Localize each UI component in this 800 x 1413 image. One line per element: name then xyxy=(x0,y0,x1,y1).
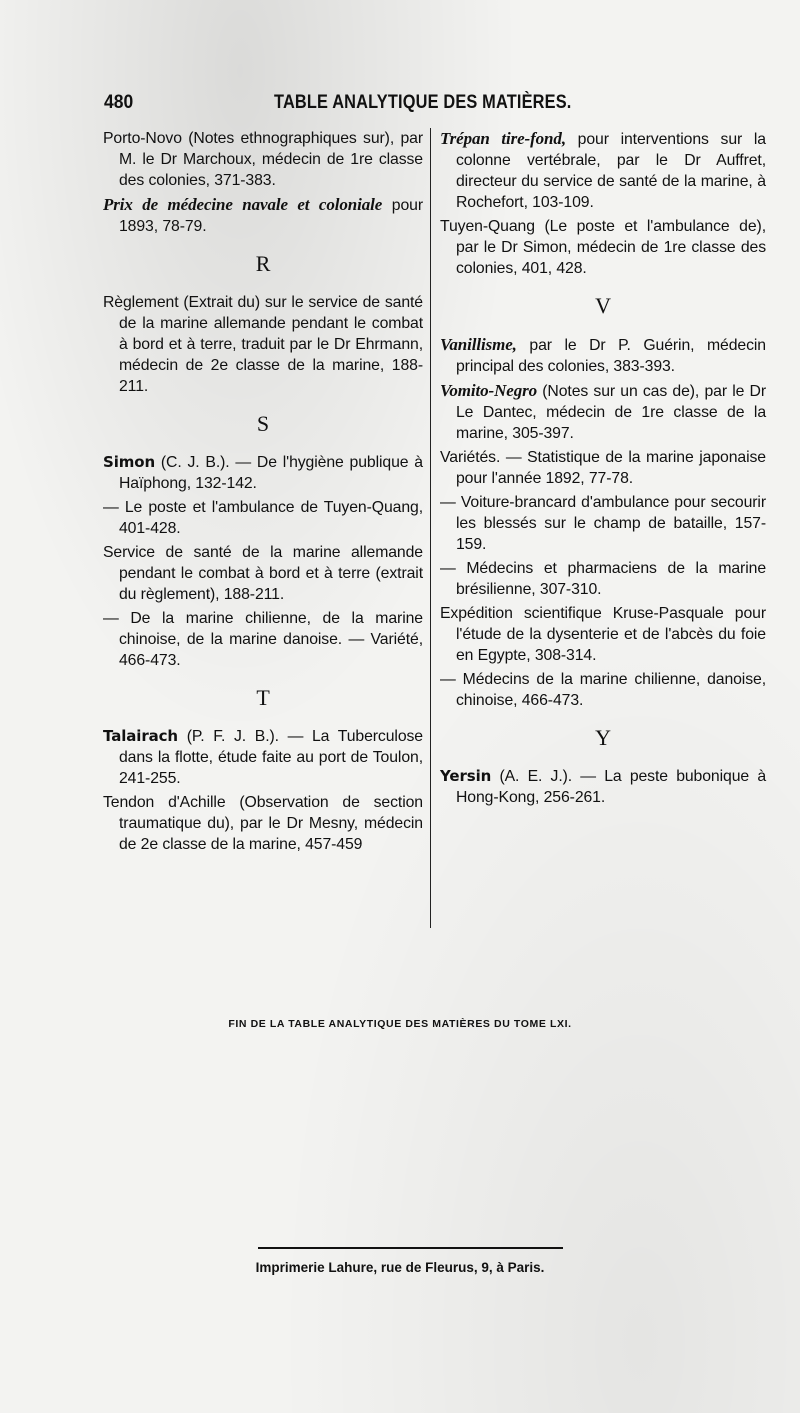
entry-text: Service de santé de la marine allemande pendant le combat à bord et à terre (extrait du règlement), 188-211. xyxy=(103,544,423,603)
entry-text: — Voiture-brancard d'ambulance pour secourir les blessés sur le champ de bataille, 157-159. xyxy=(440,494,766,553)
left-column xyxy=(103,128,423,858)
entry-heading: Vomito-Negro xyxy=(440,381,538,400)
end-of-table-note: FIN DE LA TABLE ANALYTIQUE DES MATIÈRES DU TOME LXI. xyxy=(228,1018,572,1030)
entry-text: (A. E. J.). — La peste bubonique à Hong-Kong, 256-261. xyxy=(456,768,766,806)
printer-imprint: Imprimerie Lahure, rue de Fleurus, 9, à Paris. xyxy=(255,1260,545,1275)
entry-text: Tuyen-Quang (Le poste et l'ambulance de), par le Dr Simon, médecin de 1re classe des colonies, 401, 428. xyxy=(440,218,766,277)
entry-heading: Yersin xyxy=(440,767,492,785)
index-entry xyxy=(103,497,423,539)
index-entry xyxy=(440,669,766,711)
entry-text: Expédition scientifique Kruse-Pasquale pour l'étude de la dysenterie et de l'abcès du foie en Egypte, 308-314. xyxy=(440,605,766,664)
entry-text: Règlement (Extrait du) sur le service de santé de la marine allemande pendant le combat à bord et à terre, traduit par le Dr Ehrmann, médecin de 2e classe de la marine, 188-211. xyxy=(103,294,423,395)
right-column xyxy=(440,128,766,811)
entry-text: (Notes sur un cas de), par le Dr Le Dantec, médecin de 1re classe de la marine, 305-397. xyxy=(456,383,766,442)
page-header xyxy=(104,92,600,118)
index-entry xyxy=(440,447,766,489)
column-divider xyxy=(430,128,431,928)
index-entry xyxy=(440,334,766,377)
entry-text: — Médecins et pharmaciens de la marine brésilienne, 307-310. xyxy=(440,560,766,598)
entry-text: — De la marine chilienne, de la marine chinoise, de la marine danoise. — Variété, 466-473. xyxy=(103,610,423,669)
index-entry xyxy=(440,492,766,555)
entry-heading: Simon xyxy=(103,453,156,471)
entry-text: Variétés. — Statistique de la marine japonaise pour l'année 1892, 77-78. xyxy=(440,449,766,487)
entry-heading: Trépan tire-fond, xyxy=(440,129,566,148)
index-entry xyxy=(440,128,766,213)
index-entry xyxy=(440,558,766,600)
index-entry xyxy=(103,726,423,789)
index-entry xyxy=(440,216,766,279)
footer-rule xyxy=(258,1247,563,1249)
entry-text: par le Dr P. Guérin, médecin principal des colonies, 383-393. xyxy=(456,337,766,375)
index-entry xyxy=(103,292,423,397)
entry-heading: Prix de médecine navale et coloniale xyxy=(103,195,383,214)
section-letter: R xyxy=(255,251,271,276)
section-letter: Y xyxy=(595,725,611,750)
entry-text: Tendon d'Achille (Observation de section traumatique du), par le Dr Mesny, médecin de 2e classe de la marine, 457-459 xyxy=(103,794,423,853)
index-entry xyxy=(440,380,766,444)
entry-heading: Talairach xyxy=(103,727,179,745)
section-letter: S xyxy=(256,411,270,436)
entry-text: — Le poste et l'ambulance de Tuyen-Quang, 401-428. xyxy=(103,499,423,537)
page-number: 480 xyxy=(104,92,134,113)
entry-text: (P. F. J. B.). — La Tuberculose dans la flotte, étude faite au port de Toulon, 241-255. xyxy=(119,728,423,787)
index-entry xyxy=(440,603,766,666)
index-entry xyxy=(103,542,423,605)
entry-text: — Médecins de la marine chilienne, danoise, chinoise, 466-473. xyxy=(440,671,766,709)
section-letter: T xyxy=(256,685,270,710)
index-entry xyxy=(103,792,423,855)
index-entry xyxy=(103,194,423,237)
entry-text: Porto-Novo (Notes ethnographiques sur), par M. le Dr Marchoux, médecin de 1re classe des colonies, 371-383. xyxy=(103,130,423,189)
section-letter: V xyxy=(595,293,611,318)
entry-heading: Vanillisme, xyxy=(440,335,517,354)
running-title: TABLE ANALYTIQUE DES MATIÈRES. xyxy=(274,92,572,113)
index-entry xyxy=(103,452,423,494)
index-entry xyxy=(440,766,766,808)
index-entry xyxy=(103,128,423,191)
entry-text: pour 1893, 78-79. xyxy=(119,197,423,235)
index-entry xyxy=(103,608,423,671)
entry-text: pour interventions sur la colonne vertébrale, par le Dr Auffret, directeur du service de santé de la marine, à Rochefort, 103-109. xyxy=(456,131,766,211)
entry-text: (C. J. B.). — De l'hygiène publique à Haïphong, 132-142. xyxy=(119,454,423,492)
